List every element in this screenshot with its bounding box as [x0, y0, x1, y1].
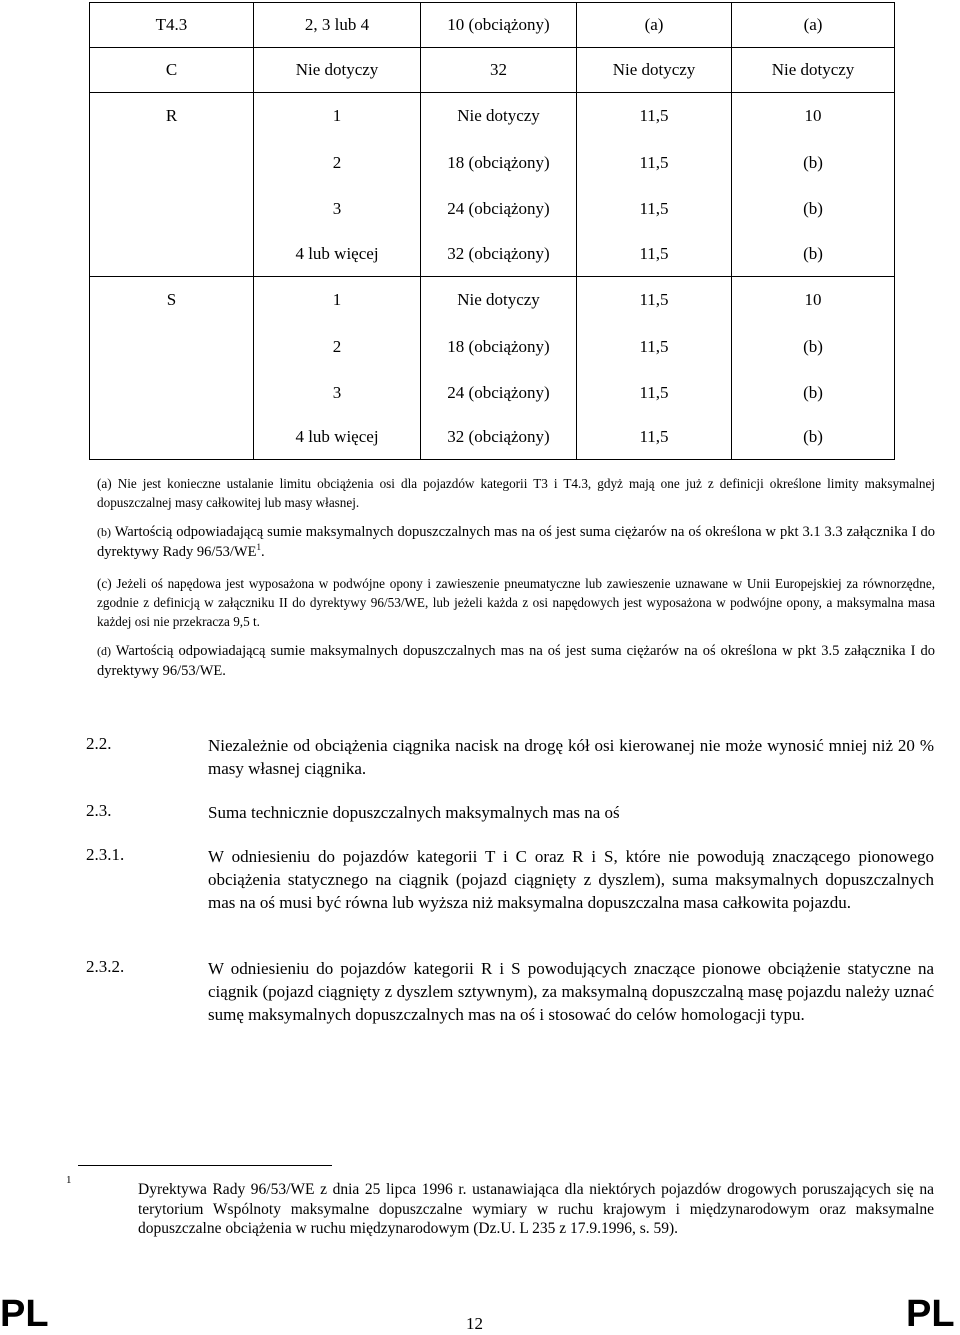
note-d: [97, 641, 935, 681]
table-cell: 18 (obciążony): [421, 323, 577, 371]
note-c: (c) Jeżeli oś napędowa jest wyposażona w podwójne opony i zawieszenie pneumatyczne lub zawieszenie uznawane w Unii Europejskiej za równorzędne, zgodnie z definicją w załączniku II do dyrektywy 96/53/WE, lub jeżeli każda z osi napędowych jest wyposażona w podwójne opony, a maksymalna masa każdej osi nie przekracza 9,5 t.: [97, 576, 935, 629]
language-label-right: PL: [906, 1293, 955, 1335]
table-cell: 11,5: [577, 415, 732, 460]
table-row: [90, 371, 895, 415]
page-number: 12: [466, 1314, 483, 1333]
footnote-text: Dyrektywa Rady 96/53/WE z dnia 25 lipca 1996 r. ustanawiająca dla niektórych pojazdów drogowych poruszających się na terytorium Wspólnoty maksymalne dopuszczalne wymiary w ruchu krajowym i międzynarodowym oraz maksymalne dopuszczalne obciążenia w ruchu międzynarodowym (Dz.U. L 235 z 17.9.1996, s. 59).: [138, 1181, 934, 1237]
section-number: 2.3.: [86, 801, 112, 820]
table-cell: 24 (obciążony): [421, 187, 577, 232]
table-cell: 11,5: [577, 187, 732, 232]
table-cell: 4 lub więcej: [254, 415, 421, 460]
table-cell: (a): [577, 3, 732, 48]
note-d-label: (d): [97, 644, 111, 658]
table-cell: [90, 232, 254, 277]
table-cell: T4.3: [90, 3, 254, 48]
table-cell: (a): [732, 3, 895, 48]
table-cell: [90, 323, 254, 371]
note-b-label: (b): [97, 525, 111, 539]
note-b-text: Wartością odpowiadającą sumie maksymalnych dopuszczalnych mas na oś jest suma ciężarów na oś określona w pkt 3.1 3.3 załącznika I do dyrektywy Rady 96/53/WE: [97, 524, 935, 560]
section-text: Niezależnie od obciążenia ciągnika nacisk na drogę kół osi kierowanej nie może wynosić mniej niż 20 % masy własnej ciągnika.: [208, 736, 934, 778]
table-cell: 10: [732, 93, 895, 139]
table-cell: 11,5: [577, 277, 732, 323]
footnote-reference: 1: [256, 542, 261, 553]
section-text: W odniesieniu do pojazdów kategorii T i C oraz R i S, które nie powodują znaczącego pionowego obciążenia statycznego na ciągnik (pojazd ciągnięty z dyszlem), suma maksymalnych dopuszczalnych mas na oś musi być równa lub wyższa niż maksymalna dopuszczalna masa całkowita pojazdu.: [208, 847, 934, 912]
table-cell: 1: [254, 277, 421, 323]
table-cell: 11,5: [577, 323, 732, 371]
table-cell: Nie dotyczy: [421, 93, 577, 139]
table-cell: 11,5: [577, 93, 732, 139]
table-cell: (b): [732, 139, 895, 187]
table-cell: 18 (obciążony): [421, 139, 577, 187]
table-row: [90, 139, 895, 187]
table-cell: Nie dotyczy: [421, 277, 577, 323]
footnote-mark: 1: [66, 1174, 72, 1186]
note-d-text: Wartością odpowiadającą sumie maksymalnych dopuszczalnych mas na oś jest suma ciężarów na oś określona w pkt 3.5 załącznika I do dyrektywy 96/53/WE.: [97, 643, 935, 679]
axle-limits-table: [89, 2, 895, 460]
table-cell: (b): [732, 415, 895, 460]
table-row: [90, 415, 895, 460]
table-cell: 11,5: [577, 232, 732, 277]
table-row: [90, 232, 895, 277]
table-cell: 32 (obciążony): [421, 415, 577, 460]
section-text: Suma technicznie dopuszczalnych maksymalnych mas na oś: [208, 803, 620, 822]
table-cell: Nie dotyczy: [577, 48, 732, 93]
note-a: (a) Nie jest konieczne ustalanie limitu obciążenia osi dla pojazdów kategorii T3 i T4.3, gdyż mają one już z definicji określone limity maksymalnej dopuszczalnej masy całkowitej lub masy własnej.: [97, 476, 935, 510]
table-row: [90, 323, 895, 371]
footnote-separator: [78, 1165, 332, 1166]
table-cell: 32: [421, 48, 577, 93]
table-cell: 10: [732, 277, 895, 323]
table-cell: (b): [732, 187, 895, 232]
table-cell: 2, 3 lub 4: [254, 3, 421, 48]
language-label-left: PL: [0, 1293, 49, 1335]
table-cell: 11,5: [577, 139, 732, 187]
table-cell: (b): [732, 371, 895, 415]
table-cell: C: [90, 48, 254, 93]
table-row: [90, 277, 895, 323]
table-cell: (b): [732, 323, 895, 371]
table-cell: Nie dotyczy: [254, 48, 421, 93]
table-cell: [90, 139, 254, 187]
table-cell: [90, 371, 254, 415]
table-row: [90, 93, 895, 139]
table-cell: 3: [254, 371, 421, 415]
table-cell: 2: [254, 323, 421, 371]
table-cell: 32 (obciążony): [421, 232, 577, 277]
table-cell: 2: [254, 139, 421, 187]
table-row: [90, 3, 895, 48]
table-cell: 10 (obciążony): [421, 3, 577, 48]
table-cell: [90, 415, 254, 460]
note-b: [97, 522, 935, 562]
table-cell: 1: [254, 93, 421, 139]
section-text: W odniesieniu do pojazdów kategorii R i S powodujących znaczące pionowe obciążenie statyczne na ciągnik (pojazd ciągnięty z dyszlem sztywnym), za maksymalną dopuszczalną masę pojazdu należy uznać sumę maksymalnych dopuszczalnych mas na oś i stosować do celów homologacji typu.: [208, 959, 934, 1024]
section-number: 2.3.2.: [86, 957, 125, 976]
table-cell: R: [90, 93, 254, 139]
table-cell: (b): [732, 232, 895, 277]
section-number: 2.2.: [86, 734, 112, 753]
table-cell: 24 (obciążony): [421, 371, 577, 415]
table-cell: 4 lub więcej: [254, 232, 421, 277]
table-row: [90, 187, 895, 232]
table-cell: [90, 187, 254, 232]
table-cell: 11,5: [577, 371, 732, 415]
note-b-end: .: [260, 544, 265, 560]
section-number: 2.3.1.: [86, 845, 125, 864]
table-cell: S: [90, 277, 254, 323]
table-cell: Nie dotyczy: [732, 48, 895, 93]
table-row: [90, 48, 895, 93]
table-cell: 3: [254, 187, 421, 232]
